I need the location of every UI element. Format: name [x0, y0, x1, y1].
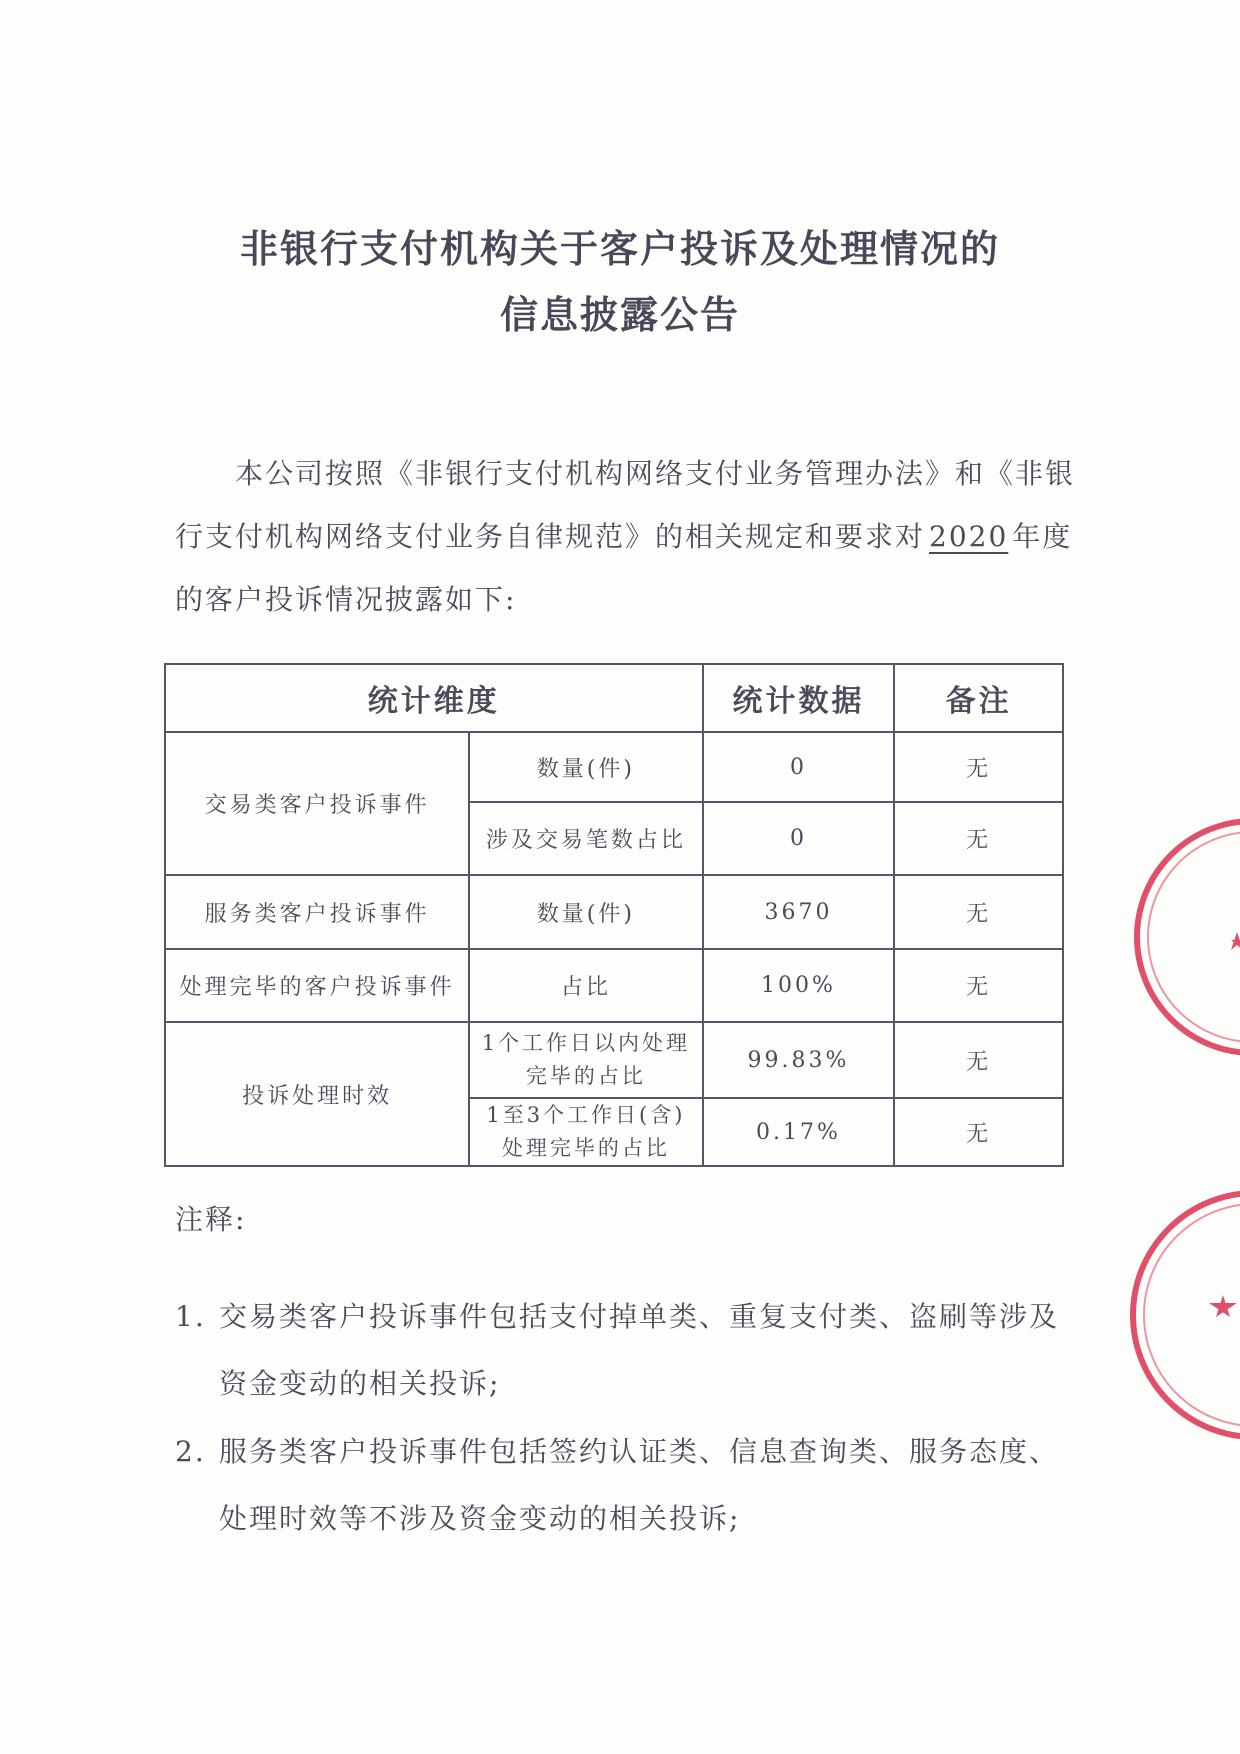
header-dimension: 统计维度 [165, 664, 703, 732]
table-cell-metric: 占比 [469, 949, 702, 1022]
table-cell-category: 交易类客户投诉事件 [165, 732, 469, 875]
statistics-table [164, 663, 1064, 1167]
table-row [165, 1022, 1063, 1098]
table-cell-note: 无 [894, 1022, 1063, 1098]
table-cell-category: 投诉处理时效 [165, 1022, 469, 1166]
table-cell-value: 100% [703, 949, 895, 1022]
table-cell-metric: 涉及交易笔数占比 [469, 802, 702, 875]
company-seal-lower [1105, 1185, 1240, 1445]
table-cell-note: 无 [894, 1098, 1063, 1166]
note-number: 2. [175, 1435, 206, 1468]
intro-year: 2020 [929, 520, 1009, 553]
note-item-2 [175, 1418, 1075, 1552]
table-row [165, 875, 1063, 949]
table-cell-value: 99.83% [703, 1022, 895, 1098]
table-cell-value: 0 [703, 732, 895, 802]
note-item-1 [175, 1283, 1075, 1417]
table-cell-category: 服务类客户投诉事件 [165, 875, 469, 949]
header-note: 备注 [894, 664, 1063, 732]
table-cell-metric: 1至3个工作日(含)处理完毕的占比 [469, 1098, 702, 1166]
table-cell-metric: 数量(件) [469, 732, 702, 802]
note-line: 处理时效等不涉及资金变动的相关投诉; [219, 1502, 741, 1535]
document-title-line-2: 信息披露公告 [499, 292, 740, 337]
table-row [165, 732, 1063, 802]
table-cell-metric: 1个工作日以内处理完毕的占比 [469, 1022, 702, 1098]
notes-heading: 注释: [175, 1203, 247, 1236]
note-line: 资金变动的相关投诉; [219, 1367, 501, 1400]
table-cell-note: 无 [894, 732, 1063, 802]
document-title-line-1: 非银行支付机构关于客户投诉及处理情况的 [239, 226, 1000, 271]
table-cell-value: 3670 [703, 875, 895, 949]
intro-text-after: 年度的客户投诉情况披露如下: [175, 520, 1073, 616]
table-cell-metric: 数量(件) [469, 875, 702, 949]
header-data: 统计数据 [703, 664, 895, 732]
intro-paragraph [175, 442, 1075, 631]
note-number: 1. [175, 1300, 206, 1333]
table-cell-note: 无 [894, 949, 1063, 1022]
table-cell-value: 0.17% [703, 1098, 895, 1166]
table-row [165, 949, 1063, 1022]
table-cell-note: 无 [894, 875, 1063, 949]
note-line: 服务类客户投诉事件包括签约认证类、信息查询类、服务态度、 [219, 1435, 1060, 1468]
table-cell-value: 0 [703, 802, 895, 875]
table-header-row [165, 664, 1063, 732]
table-cell-category: 处理完毕的客户投诉事件 [165, 949, 469, 1022]
table-cell-note: 无 [894, 802, 1063, 875]
note-line: 交易类客户投诉事件包括支付掉单类、重复支付类、盗刷等涉及 [219, 1300, 1060, 1333]
company-seal-upper [1125, 812, 1240, 1062]
intro-text-before: 本公司按照《非银行支付机构网络支付业务管理办法》和《非银行支付机构网络支付业务自律规范》的相关规定和要求对 [175, 457, 1076, 553]
